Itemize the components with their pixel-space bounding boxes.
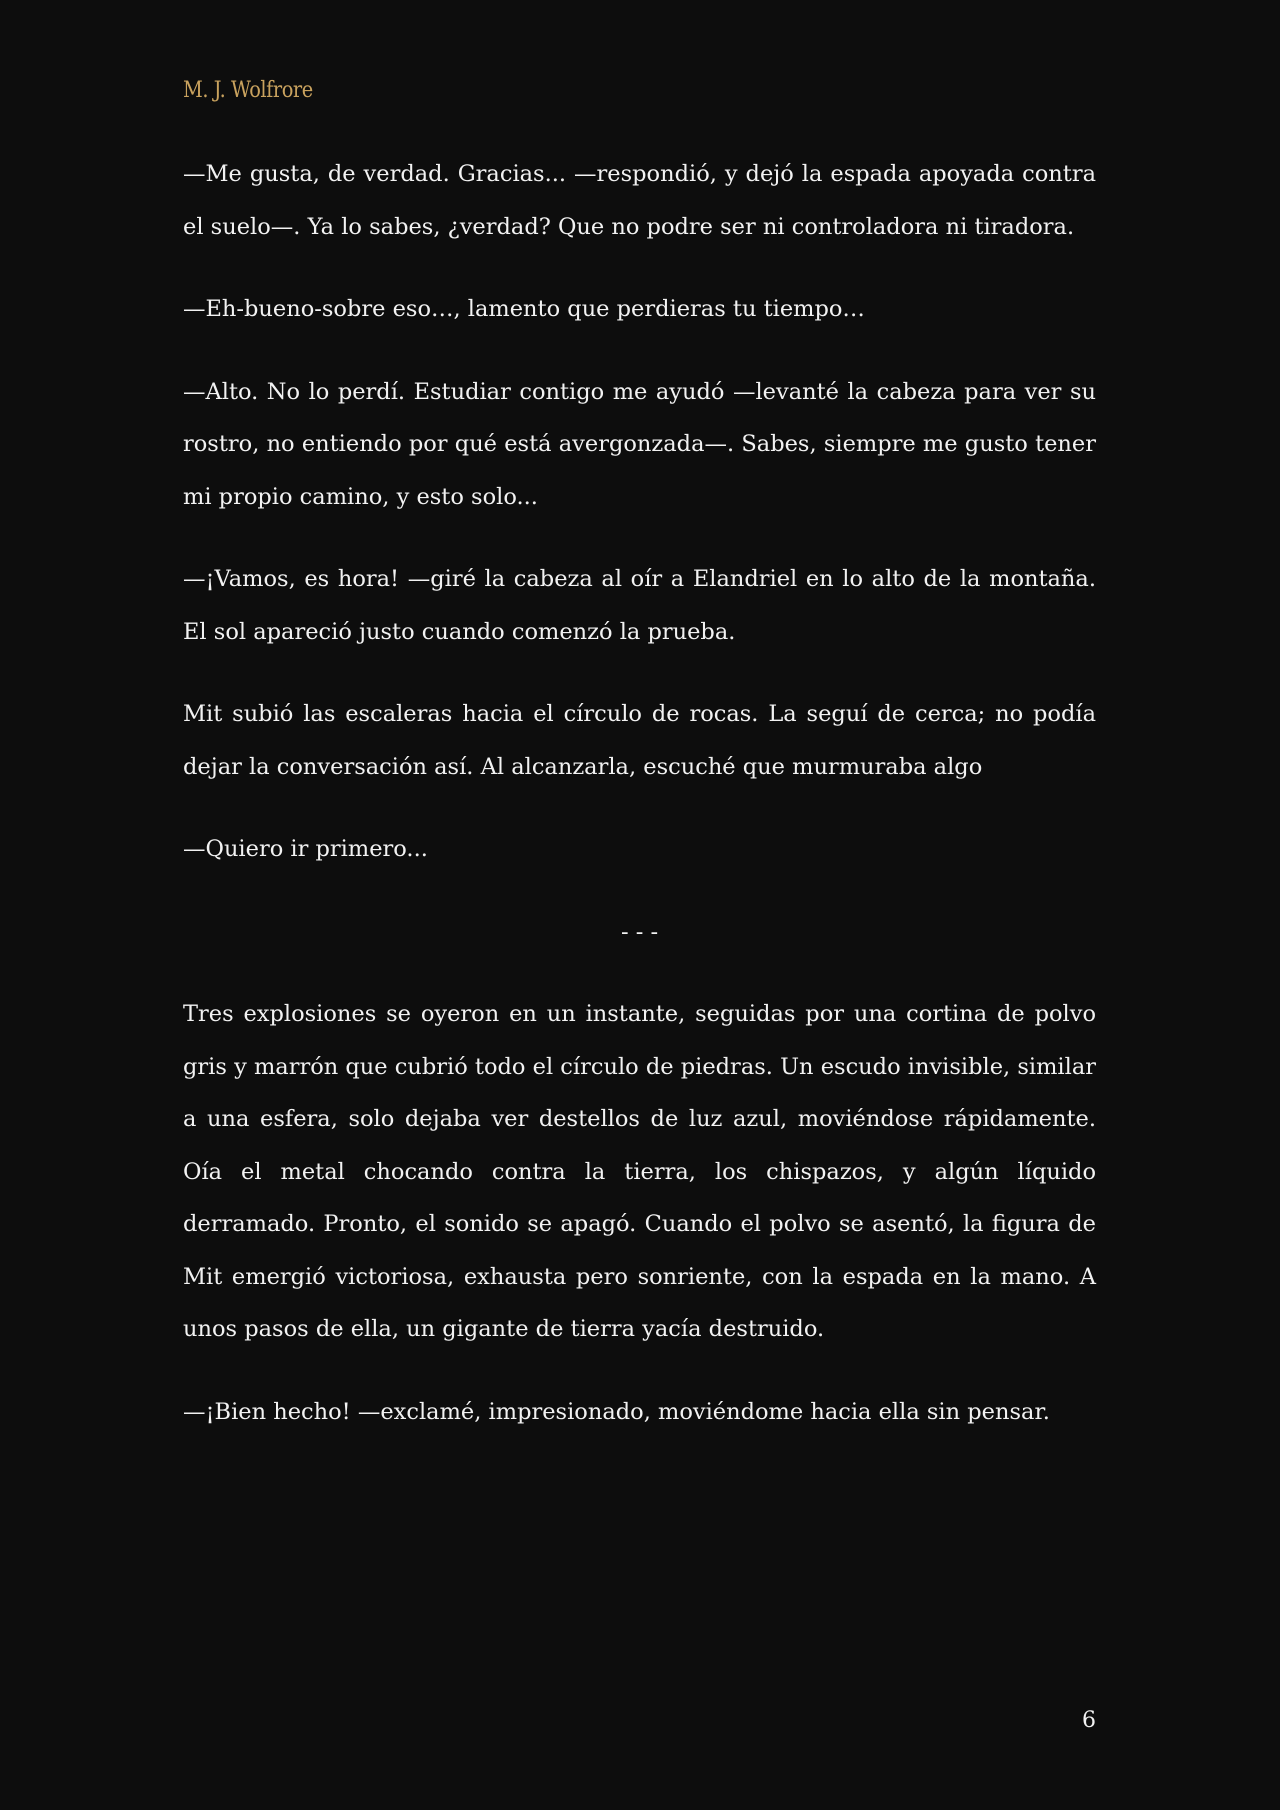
running-header-author: M. J. Wolfrore: [183, 78, 313, 103]
paragraph: —Me gusta, de verdad. Gracias... —respondió, y dejó la espada apoyada contra el suelo—. Ya lo sabes, ¿verdad? Que no podre ser ni controladora ni tiradora.: [183, 161, 1096, 240]
paragraph: —Quiero ir primero...: [183, 836, 428, 862]
paragraph: —Eh-bueno-sobre eso…, lamento que perdieras tu tiempo…: [183, 296, 865, 322]
scene-break: - - -: [620, 918, 659, 945]
paragraph: Tres explosiones se oyeron en un instante, seguidas por una cortina de polvo gris y marrón que cubrió todo el círculo de piedras. Un escudo invisible, similar a una esfera, solo dejaba ver destellos de luz azul, moviéndose rápidamente. Oía el metal chocando contra la tierra, los chispazos, y algún líquido derramado. Pronto, el sonido se apagó. Cuando el polvo se asentó, la figura de Mit emergió victoriosa, exhausta pero sonriente, con la espada en la mano. A unos pasos de ella, un gigante de tierra yacía destruido.: [183, 1001, 1096, 1342]
paragraph: —¡Bien hecho! —exclamé, impresionado, moviéndome hacia ella sin pensar.: [183, 1398, 1050, 1425]
paragraph: Mit subió las escaleras hacia el círculo de rocas. La seguí de cerca; no podía dejar la conversación así. Al alcanzarla, escuché que murmuraba algo: [183, 701, 1096, 780]
page-number: 6: [1082, 1708, 1096, 1733]
body-text: [183, 148, 1096, 1468]
paragraph: —Alto. No lo perdí. Estudiar contigo me ayudó —levanté la cabeza para ver su rostro, no entiendo por qué está avergonzada—. Sabes, siempre me gusto tener mi propio camino, y esto solo...: [183, 378, 1096, 510]
paragraph: —¡Vamos, es hora! —giré la cabeza al oír a Elandriel en lo alto de la montaña. El sol apareció justo cuando comenzó la prueba.: [183, 566, 1096, 645]
